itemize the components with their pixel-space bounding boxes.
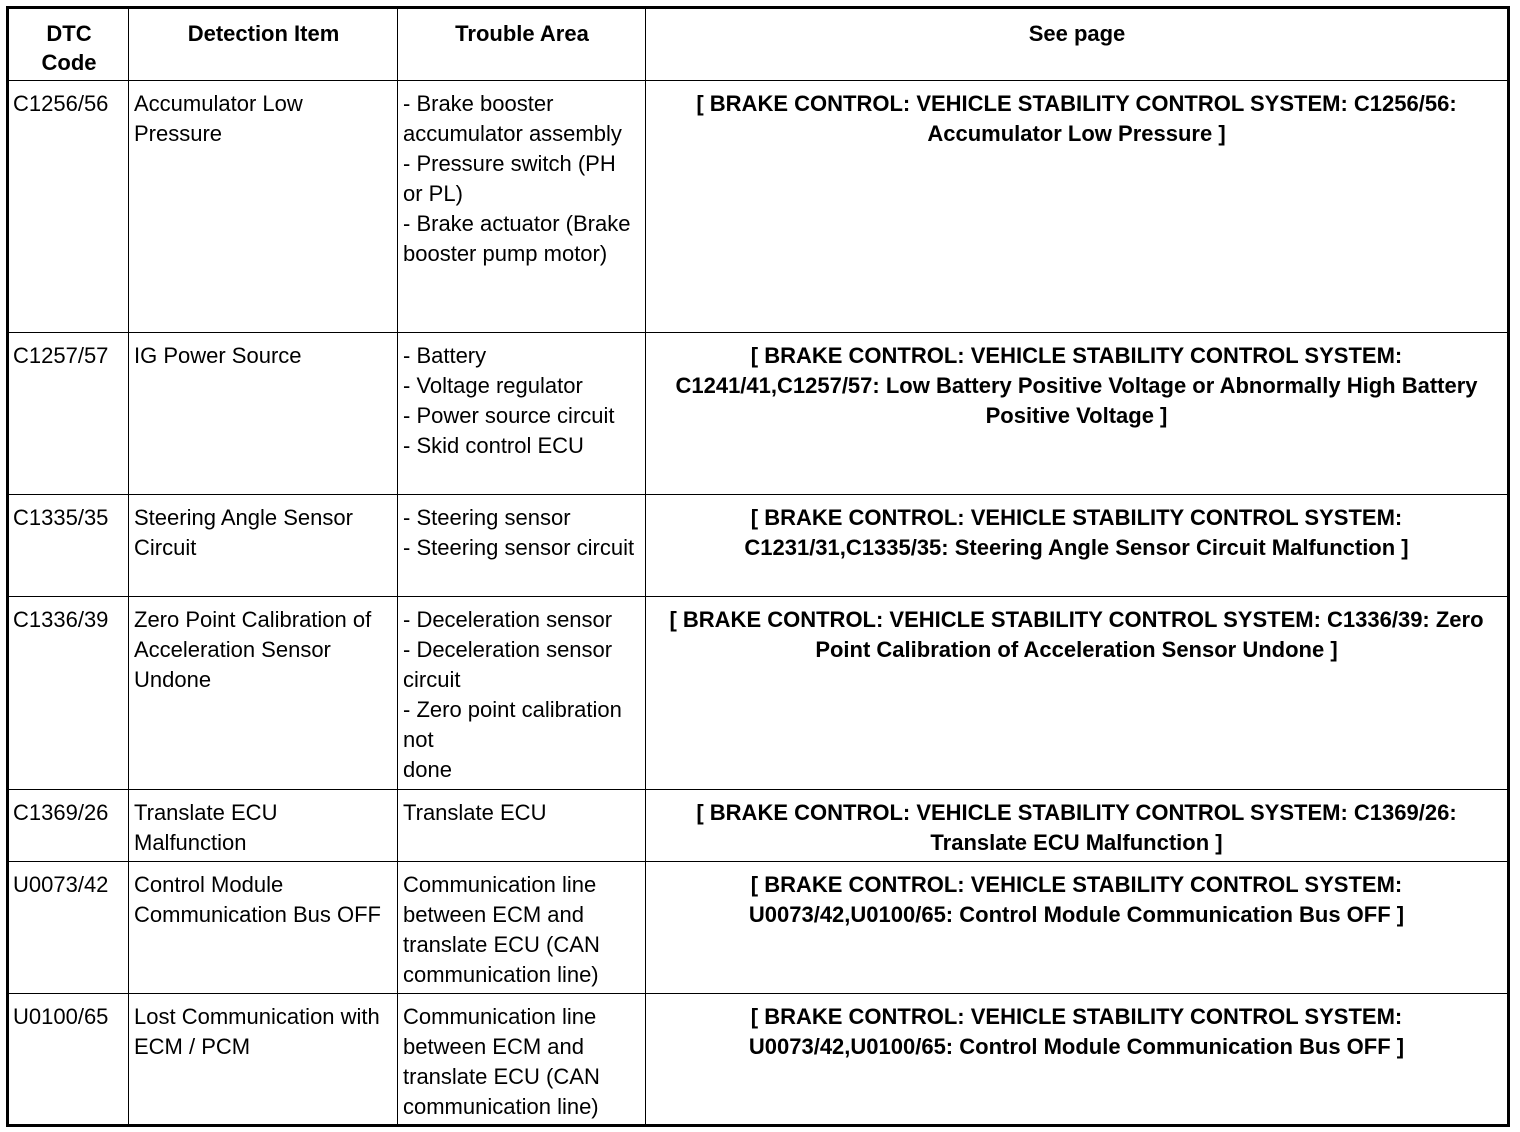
detection-item-cell: Accumulator Low Pressure xyxy=(129,81,398,333)
table-row xyxy=(8,333,1509,495)
dtc-table xyxy=(6,6,1510,1127)
trouble-area-cell xyxy=(398,81,646,333)
trouble-area-line: Communication line between ECM and translate ECU (CAN communication line) xyxy=(403,872,600,987)
see-page-link[interactable]: [ BRAKE CONTROL: VEHICLE STABILITY CONTROL SYSTEM: U0073/42,U0100/65: Control Module Communication Bus OFF ] xyxy=(646,862,1509,994)
dtc-code-cell: U0100/65 xyxy=(8,994,129,1126)
trouble-area-line: - Pressure switch (PH or PL) xyxy=(403,151,616,206)
detection-item-cell: Lost Communication with ECM / PCM xyxy=(129,994,398,1126)
trouble-area-line: - Power source circuit xyxy=(403,403,615,428)
dtc-code-cell: C1257/57 xyxy=(8,333,129,495)
header-see-page: See page xyxy=(646,8,1509,81)
trouble-area-cell xyxy=(398,597,646,790)
table-row xyxy=(8,790,1509,862)
trouble-area-line: - Voltage regulator xyxy=(403,373,583,398)
trouble-area-line: - Battery xyxy=(403,343,487,368)
trouble-area-line: - Steering sensor circuit xyxy=(403,535,635,560)
trouble-area-line: - Zero point calibration not xyxy=(403,697,622,752)
trouble-area-line: - Steering sensor xyxy=(403,505,571,530)
trouble-area-cell xyxy=(398,495,646,597)
dtc-code-cell: C1336/39 xyxy=(8,597,129,790)
detection-item-cell: Control Module Communication Bus OFF xyxy=(129,862,398,994)
dtc-code-cell: C1335/35 xyxy=(8,495,129,597)
trouble-area-cell xyxy=(398,994,646,1126)
table-row xyxy=(8,597,1509,790)
see-page-link[interactable]: [ BRAKE CONTROL: VEHICLE STABILITY CONTROL SYSTEM: C1256/56: Accumulator Low Pressure ] xyxy=(646,81,1509,333)
trouble-area-cell xyxy=(398,790,646,862)
detection-item-cell: Steering Angle Sensor Circuit xyxy=(129,495,398,597)
table-row xyxy=(8,862,1509,994)
header-detection-item: Detection Item xyxy=(129,8,398,81)
see-page-link[interactable]: [ BRAKE CONTROL: VEHICLE STABILITY CONTROL SYSTEM: U0073/42,U0100/65: Control Module Communication Bus OFF ] xyxy=(646,994,1509,1126)
see-page-link[interactable]: [ BRAKE CONTROL: VEHICLE STABILITY CONTROL SYSTEM: C1231/31,C1335/35: Steering Angle Sensor Circuit Malfunction ] xyxy=(646,495,1509,597)
dtc-code-cell: C1369/26 xyxy=(8,790,129,862)
see-page-link[interactable]: [ BRAKE CONTROL: VEHICLE STABILITY CONTROL SYSTEM: C1336/39: Zero Point Calibration of Acceleration Sensor Undone ] xyxy=(646,597,1509,790)
see-page-link[interactable]: [ BRAKE CONTROL: VEHICLE STABILITY CONTROL SYSTEM: C1369/26: Translate ECU Malfunction ] xyxy=(646,790,1509,862)
dtc-code-cell: U0073/42 xyxy=(8,862,129,994)
trouble-area-line: - Deceleration sensor xyxy=(403,607,613,632)
trouble-area-line: - Deceleration sensor circuit xyxy=(403,637,613,692)
header-row xyxy=(8,8,1509,81)
trouble-area-line: done xyxy=(403,757,452,782)
table-row xyxy=(8,994,1509,1126)
trouble-area-line: Communication line between ECM and translate ECU (CAN communication line) xyxy=(403,1004,600,1119)
detection-item-cell: IG Power Source xyxy=(129,333,398,495)
header-trouble-area: Trouble Area xyxy=(398,8,646,81)
table-row xyxy=(8,81,1509,333)
trouble-area-line: - Skid control ECU xyxy=(403,433,584,458)
header-dtc-code-line1: DTC xyxy=(46,21,92,46)
see-page-link[interactable]: [ BRAKE CONTROL: VEHICLE STABILITY CONTROL SYSTEM: C1241/41,C1257/57: Low Battery Positive Voltage or Abnormally High Battery Positive Voltage ] xyxy=(646,333,1509,495)
trouble-area-cell xyxy=(398,862,646,994)
trouble-area-line: booster pump motor) xyxy=(403,241,608,266)
trouble-area-line: - Brake booster accumulator assembly xyxy=(403,91,622,146)
trouble-area-line: - Brake actuator (Brake xyxy=(403,211,631,236)
header-dtc-code-line2: Code xyxy=(41,50,97,75)
trouble-area-cell xyxy=(398,333,646,495)
dtc-code-cell: C1256/56 xyxy=(8,81,129,333)
trouble-area-line: Translate ECU xyxy=(403,800,547,825)
detection-item-cell: Zero Point Calibration of Acceleration Sensor Undone xyxy=(129,597,398,790)
detection-item-cell: Translate ECU Malfunction xyxy=(129,790,398,862)
table-row xyxy=(8,495,1509,597)
header-dtc-code xyxy=(8,8,129,81)
